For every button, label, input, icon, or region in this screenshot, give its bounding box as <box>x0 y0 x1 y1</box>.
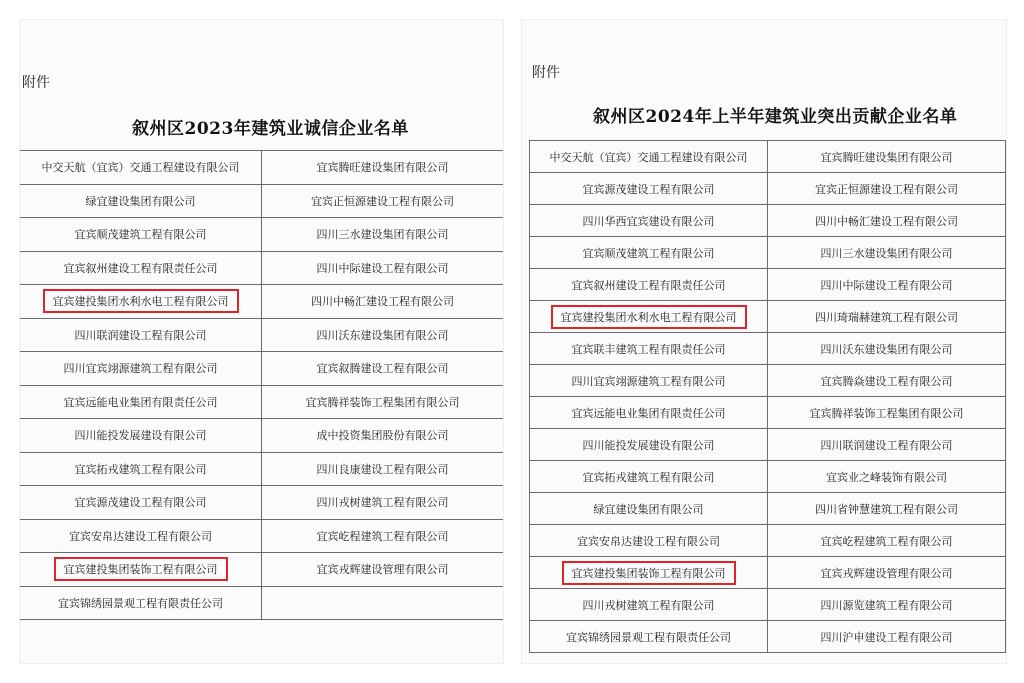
company-cell <box>262 586 504 620</box>
company-name: 四川中畅汇建设工程有限公司 <box>815 214 958 228</box>
table-row <box>530 141 1006 173</box>
attachment-label: 附件 <box>532 65 560 81</box>
company-cell <box>530 589 768 621</box>
table-row <box>530 557 1006 589</box>
company-name: 宜宾戎辉建设管理有限公司 <box>316 563 449 577</box>
company-cell <box>20 285 262 319</box>
company-name: 四川戎树建筑工程有限公司 <box>582 598 715 612</box>
table-row <box>530 173 1006 205</box>
table-row <box>530 397 1006 429</box>
company-name: 四川沃东建设集团有限公司 <box>316 328 449 342</box>
company-name: 宜宾叙腾建设工程有限公司 <box>316 362 449 376</box>
company-name: 宜宾正恒源建设工程有限公司 <box>311 194 454 208</box>
company-cell <box>768 589 1006 621</box>
company-cell <box>530 141 768 173</box>
company-name: 宜宾叙州建设工程有限责任公司 <box>571 278 726 292</box>
company-name: 四川联润建设工程有限公司 <box>820 438 953 452</box>
company-cell <box>20 486 262 520</box>
table-row <box>20 385 503 419</box>
company-cell <box>768 333 1006 365</box>
company-table <box>529 140 1006 653</box>
company-cell <box>262 519 504 553</box>
company-name: 四川戎树建筑工程有限公司 <box>316 496 449 510</box>
company-name: 宜宾腾旺建设集团有限公司 <box>820 150 953 164</box>
company-name: 四川源览建筑工程有限公司 <box>820 598 953 612</box>
company-name: 四川良康建设工程有限公司 <box>316 462 449 476</box>
company-name: 四川三水建设集团有限公司 <box>820 246 953 260</box>
table-row <box>20 184 503 218</box>
company-cell <box>530 237 768 269</box>
company-cell <box>20 385 262 419</box>
company-cell <box>530 621 768 653</box>
company-name: 四川宜宾翊源建筑工程有限公司 <box>571 374 726 388</box>
document-2023 <box>20 20 503 663</box>
company-cell <box>768 141 1006 173</box>
company-name: 宜宾远能电业集团有限责任公司 <box>63 395 218 409</box>
company-name: 宜宾拓戎建筑工程有限公司 <box>582 470 715 484</box>
company-name: 宜宾拓戎建筑工程有限公司 <box>74 462 207 476</box>
company-cell <box>20 251 262 285</box>
company-cell <box>262 151 504 185</box>
company-name: 成中投资集团股份有限公司 <box>316 429 449 443</box>
highlighted-company-name: 宜宾建投集团装饰工程有限公司 <box>562 561 736 585</box>
table-row <box>530 205 1006 237</box>
company-cell <box>768 525 1006 557</box>
company-cell <box>768 429 1006 461</box>
company-cell <box>768 205 1006 237</box>
company-cell <box>530 301 768 333</box>
company-name: 宜宾腾祥装饰工程集团有限公司 <box>809 406 964 420</box>
company-cell <box>530 461 768 493</box>
document-2024-h1 <box>522 20 1006 663</box>
company-name: 宜宾远能电业集团有限责任公司 <box>571 406 726 420</box>
company-name: 四川中际建设工程有限公司 <box>316 261 449 275</box>
company-cell <box>262 419 504 453</box>
company-cell <box>262 251 504 285</box>
attachment-label: 附件 <box>22 75 50 91</box>
company-cell <box>262 385 504 419</box>
table-row <box>530 621 1006 653</box>
company-name: 宜宾安帛达建设工程有限公司 <box>69 529 212 543</box>
company-cell <box>20 553 262 587</box>
company-name: 四川能投发展建设有限公司 <box>74 429 207 443</box>
company-name: 绿宜建设集团有限公司 <box>85 194 196 208</box>
table-row <box>20 452 503 486</box>
company-name: 四川宜宾翊源建筑工程有限公司 <box>63 362 218 376</box>
company-cell <box>262 553 504 587</box>
company-name: 宜宾锦绣园景观工程有限责任公司 <box>58 596 223 610</box>
company-cell <box>768 269 1006 301</box>
company-name: 宜宾锦绣园景观工程有限责任公司 <box>566 630 731 644</box>
table-row <box>20 251 503 285</box>
company-cell <box>530 557 768 589</box>
company-name: 宜宾屹程建筑工程有限公司 <box>316 529 449 543</box>
company-cell <box>20 318 262 352</box>
company-name: 四川沃东建设集团有限公司 <box>820 342 953 356</box>
company-cell <box>530 397 768 429</box>
company-cell <box>20 452 262 486</box>
company-cell <box>262 352 504 386</box>
table-row <box>20 419 503 453</box>
table-row <box>530 333 1006 365</box>
document-title: 叙州区2023年建筑业诚信企业名单 <box>132 119 409 139</box>
company-cell <box>20 218 262 252</box>
table-row <box>20 151 503 185</box>
company-cell <box>262 285 504 319</box>
table-row <box>20 318 503 352</box>
company-name: 宜宾腾祥装饰工程集团有限公司 <box>305 395 460 409</box>
company-table <box>20 150 503 620</box>
company-cell <box>262 218 504 252</box>
highlighted-company-name: 宜宾建投集团装饰工程有限公司 <box>54 557 228 581</box>
company-name: 宜宾源茂建设工程有限公司 <box>582 182 715 196</box>
company-cell <box>530 269 768 301</box>
company-name: 宜宾叙州建设工程有限责任公司 <box>63 261 218 275</box>
company-cell <box>20 184 262 218</box>
company-name: 宜宾源茂建设工程有限公司 <box>74 496 207 510</box>
company-cell <box>530 205 768 237</box>
table-row <box>530 365 1006 397</box>
company-name: 宜宾戎辉建设管理有限公司 <box>820 566 953 580</box>
company-cell <box>20 519 262 553</box>
table-row <box>530 429 1006 461</box>
company-cell <box>20 151 262 185</box>
company-cell <box>768 461 1006 493</box>
company-name: 宜宾顺茂建筑工程有限公司 <box>74 228 207 242</box>
company-name: 四川中畅汇建设工程有限公司 <box>311 295 454 309</box>
table-row <box>530 301 1006 333</box>
table-row <box>530 493 1006 525</box>
company-cell <box>262 486 504 520</box>
table-row <box>530 237 1006 269</box>
highlighted-company-name: 宜宾建投集团水利水电工程有限公司 <box>551 305 747 329</box>
company-name: 宜宾业之峰装饰有限公司 <box>826 470 947 484</box>
company-name: 四川沪申建设工程有限公司 <box>820 630 953 644</box>
table-row <box>20 285 503 319</box>
table-row <box>20 519 503 553</box>
company-cell <box>768 493 1006 525</box>
company-cell <box>768 237 1006 269</box>
company-name: 中交天航（宜宾）交通工程建设有限公司 <box>549 150 748 164</box>
table-row <box>20 553 503 587</box>
company-name: 四川联润建设工程有限公司 <box>74 328 207 342</box>
company-cell <box>768 621 1006 653</box>
company-name: 四川三水建设集团有限公司 <box>316 228 449 242</box>
table-row <box>530 461 1006 493</box>
company-cell <box>768 301 1006 333</box>
company-cell <box>530 429 768 461</box>
company-name: 宜宾正恒源建设工程有限公司 <box>815 182 958 196</box>
company-cell <box>530 525 768 557</box>
company-cell <box>768 397 1006 429</box>
company-cell <box>768 173 1006 205</box>
table-row <box>530 525 1006 557</box>
company-name: 宜宾联丰建筑工程有限责任公司 <box>571 342 726 356</box>
highlighted-company-name: 宜宾建投集团水利水电工程有限公司 <box>43 289 239 313</box>
company-name: 宜宾屹程建筑工程有限公司 <box>820 534 953 548</box>
table-row <box>20 218 503 252</box>
company-cell <box>20 419 262 453</box>
company-cell <box>530 173 768 205</box>
company-cell <box>262 184 504 218</box>
company-cell <box>20 586 262 620</box>
company-name: 四川能投发展建设有限公司 <box>582 438 715 452</box>
company-name: 四川中际建设工程有限公司 <box>820 278 953 292</box>
document-title: 叙州区2024年上半年建筑业突出贡献企业名单 <box>593 107 958 127</box>
company-cell <box>530 365 768 397</box>
company-name: 四川琦瑞赫建筑工程有限公司 <box>815 310 958 324</box>
company-cell <box>530 493 768 525</box>
company-name: 宜宾腾旺建设集团有限公司 <box>316 161 449 175</box>
company-name: 绿宜建设集团有限公司 <box>593 502 704 516</box>
company-cell <box>262 452 504 486</box>
company-name: 四川华西宜宾建设有限公司 <box>582 214 715 228</box>
company-cell <box>20 352 262 386</box>
company-cell <box>768 365 1006 397</box>
company-name: 四川省钟慧建筑工程有限公司 <box>815 502 958 516</box>
table-row <box>20 586 503 620</box>
company-cell <box>768 557 1006 589</box>
company-name: 宜宾腾焱建设工程有限公司 <box>820 374 953 388</box>
company-name: 宜宾安帛达建设工程有限公司 <box>577 534 720 548</box>
table-row <box>530 589 1006 621</box>
company-name: 中交天航（宜宾）交通工程建设有限公司 <box>41 161 240 175</box>
company-cell <box>262 318 504 352</box>
table-row <box>20 352 503 386</box>
table-row <box>20 486 503 520</box>
table-row <box>530 269 1006 301</box>
company-name: 宜宾顺茂建筑工程有限公司 <box>582 246 715 260</box>
company-cell <box>530 333 768 365</box>
